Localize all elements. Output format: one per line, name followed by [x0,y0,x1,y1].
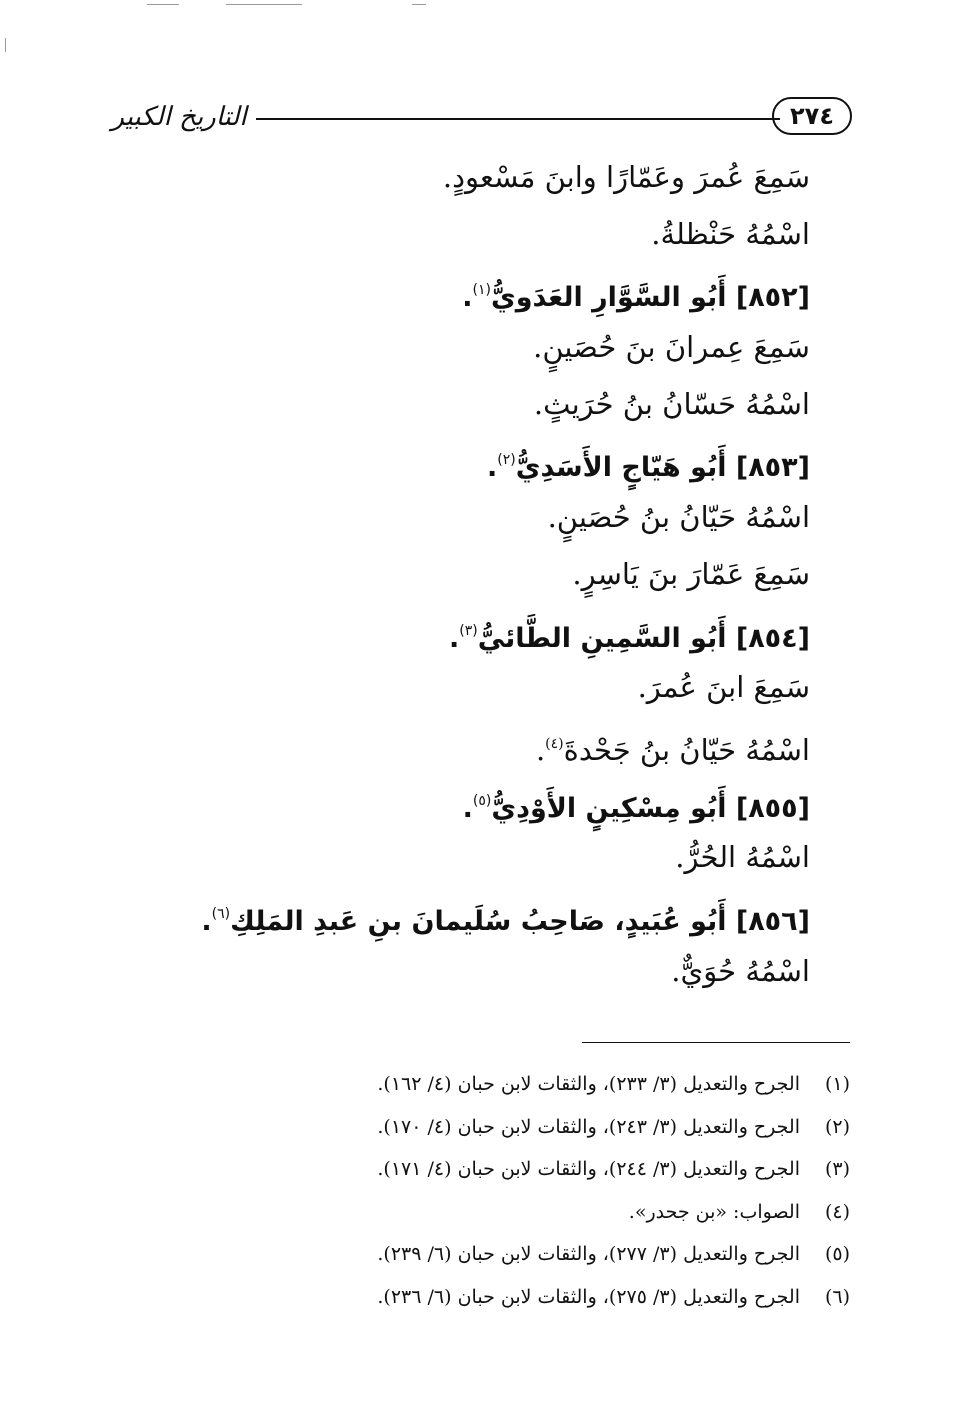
footnote-text: الجرح والتعديل (٣/ ٢٧٧)، والثقات لابن حبان (٦/ ٢٣٩). [377,1243,800,1265]
entry-title: [٨٥٦] أَبُو عُبَيدٍ، صَاحِبُ سُلَيمانَ بنِ عَبدِ المَلِكِ [230,905,810,937]
entry-end: . [201,905,212,937]
entry-title: [٨٥٣] أَبُو هَيّاجٍ الأَسَدِيُّ [515,452,810,484]
entry-title: [٨٥٤] أَبُو السَّمِينِ الطَّائيُّ [477,622,810,654]
line-text: سَمِعَ ابنَ عُمرَ. [637,670,810,705]
footnote-item [310,1276,850,1319]
line-text: اسْمُهُ الحُرُّ. [675,840,810,875]
footnote-number: (٣) [824,1158,850,1180]
text-line [300,319,810,376]
footnote-item [310,1233,850,1276]
header-rule [256,118,780,120]
footnote-number: (١) [824,1073,850,1095]
footnote-item [310,1148,850,1191]
text-line [300,149,810,206]
page-header [110,95,852,139]
entry-end: . [449,622,460,654]
entry-title: [٨٥٢] أَبُو السَّوَّارِ العَدَويُّ [490,282,810,314]
footnote-ref[interactable]: (٤) [545,735,564,752]
footnote-ref[interactable]: (٢) [497,452,516,469]
text-line [300,376,810,433]
footnote-number: (٤) [824,1200,850,1223]
line-text: اسْمُهُ حَيّانُ بنُ جَحْدةَ [563,732,810,767]
book-title: التاريخ الكبير [111,102,247,132]
line-text: اسْمُهُ حَيّانُ بنُ حُصَينٍ. [547,500,810,535]
text-line [300,489,810,546]
text-line [300,659,810,716]
text-line [300,206,810,263]
text-line [300,716,810,773]
footnote-item [310,1063,850,1106]
page-number-badge: ٢٧٤ [772,97,852,135]
entry-end: . [462,792,473,824]
main-text [201,149,810,999]
line-text: سَمِعَ عُمرَ وعَمّارًا وابنَ مَسْعودٍ. [442,160,810,194]
entry-heading [300,603,810,660]
entry-heading [300,262,810,319]
footnote-number: (٦) [824,1285,850,1308]
footnotes [310,1063,850,1318]
line-text: اسْمُهُ حَنْظلةُ. [651,216,810,251]
entry-end: . [487,452,498,484]
scan-edge-tick [5,38,6,52]
entry-heading [300,773,810,830]
scan-edge-marks [0,0,971,12]
line-text: سَمِعَ عَمّارَ بنَ يَاسِرٍ. [572,556,810,591]
line-text: اسْمُهُ حَسّانُ بنُ حُرَيثٍ. [533,386,810,421]
text-line [300,943,810,1000]
footnote-ref[interactable]: (٦) [211,905,231,922]
entry-end: . [462,282,473,314]
text-line [300,829,810,886]
footnote-text: الصواب: «بن جحدر». [628,1200,800,1223]
footnote-number: (٢) [824,1115,850,1138]
footnote-separator [582,1042,850,1043]
line-text: سَمِعَ عِمرانَ بنَ حُصَينٍ. [533,330,810,365]
footnote-item [310,1106,850,1149]
footnote-text: الجرح والتعديل (٣/ ٢٣٣)، والثقات لابن حبان (٤/ ١٦٢). [377,1073,800,1095]
footnote-item [310,1191,850,1234]
footnote-text: الجرح والتعديل (٣/ ٢٧٥)، والثقات لابن حبان (٦/ ٢٣٦). [377,1285,800,1308]
footnote-ref[interactable]: (٥) [472,792,492,809]
footnote-ref[interactable]: (٣) [459,622,478,639]
footnote-ref[interactable]: (١) [472,282,491,299]
footnote-text: الجرح والتعديل (٣/ ٢٤٣)، والثقات لابن حبان (٤/ ١٧٠). [377,1115,800,1138]
entry-heading [201,886,810,943]
text-line [300,546,810,603]
entry-title: [٨٥٥] أَبُو مِسْكِينٍ الأَوْدِيُّ [491,792,810,824]
line-end: . [535,732,546,767]
footnote-text: الجرح والتعديل (٣/ ٢٤٤)، والثقات لابن حبان (٤/ ١٧١). [377,1158,800,1180]
entry-heading [300,432,810,489]
line-text: اسْمُهُ حُوَيٌّ. [671,953,810,988]
footnote-number: (٥) [824,1243,850,1265]
